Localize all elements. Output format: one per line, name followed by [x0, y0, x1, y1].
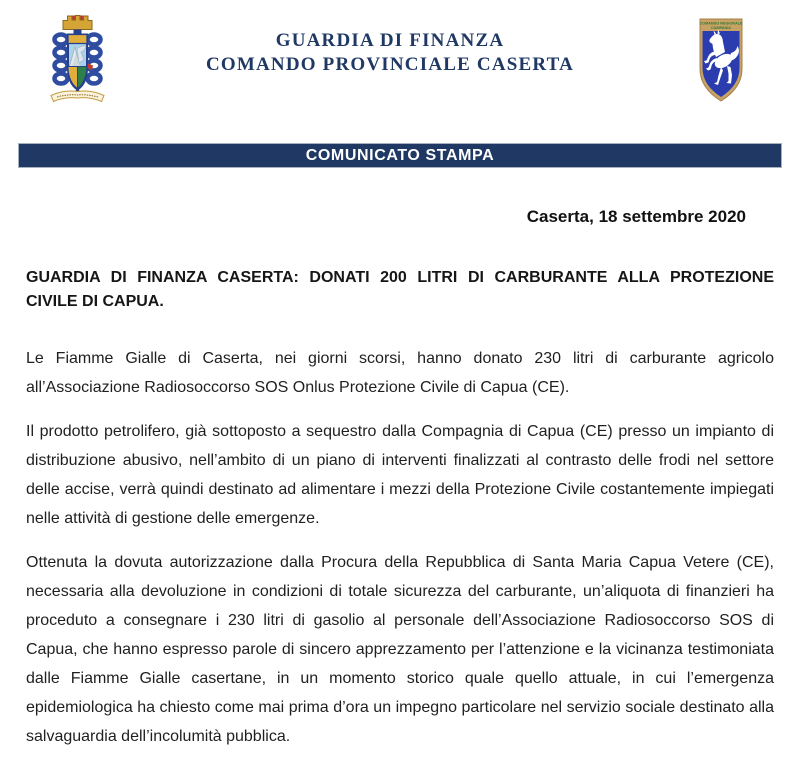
comando-regionale-campania-emblem	[696, 14, 746, 106]
paragraph-1: Le Fiamme Gialle di Caserta, nei giorni scorsi, hanno donato 230 litri di carburante agricolo all’Associazione Radiosoccorso SOS Onlus Protezione Civile di Capua (CE).	[26, 350, 774, 396]
guardia-di-finanza-emblem	[46, 7, 109, 104]
campania-horse-shield-icon	[696, 14, 746, 106]
motto-scroll	[51, 91, 104, 102]
org-title	[120, 29, 660, 77]
headline-line2: CIVILE DI CAPUA.	[26, 293, 164, 310]
dateline: Caserta, 18 settembre 2020	[526, 207, 746, 226]
crown-icon	[63, 16, 92, 30]
press-release-banner	[18, 143, 782, 168]
banner-label: COMUNICATO STAMPA	[305, 147, 495, 164]
org-name-line2: COMANDO PROVINCIALE CASERTA	[205, 54, 575, 75]
gdf-coat-of-arms-icon	[46, 7, 109, 104]
org-name-line1: GUARDIA DI FINANZA	[275, 30, 505, 51]
regional-command-label-line1: COMANDO REGIONALE	[699, 21, 743, 26]
paragraph-2: Il prodotto petrolifero, già sottoposto a sequestro dalla Compagnia di Capua (CE) presso un impianto di distribuzione abusivo, nell’ambito di un piano di interventi finalizzati al contrasto delle frodi nel settore delle accise, verrà quindi destinato ad alimentare i mezzi della Protezione Civile costantemente impiegati nelle attività di gestione delle emergenze.	[26, 423, 774, 527]
regional-command-label-line2: CAMPANIA	[711, 26, 731, 30]
headline	[26, 266, 774, 314]
headline-line1: GUARDIA DI FINANZA CASERTA: DONATI 200 LITRI DI CARBURANTE ALLA PROTEZIONE	[26, 269, 774, 286]
document-body	[26, 206, 774, 757]
paragraph-3: Ottenuta la dovuta autorizzazione dalla Procura della Repubblica di Santa Maria Capua Vetere (CE), necessaria alla devoluzione in condizioni di totale sicurezza del carburante, un’aliquota di finanzieri ha proceduto a consegnare i 230 litri di gasolio al personale dell’Associazione Radiosoccorso SOS di Capua, che hanno espresso parole di sincero apprezzamento per l’attenzione e la vicinanza testimoniata dalle Fiamme Gialle casertane, in un momento storico quale quello attuale, in cui l’emergenza epidemiologica ha chiesto come mai prima d’ora un impegno particolare nel servizio sociale destinato alla salvaguardia dell’incolumità pubblica.	[26, 554, 774, 745]
